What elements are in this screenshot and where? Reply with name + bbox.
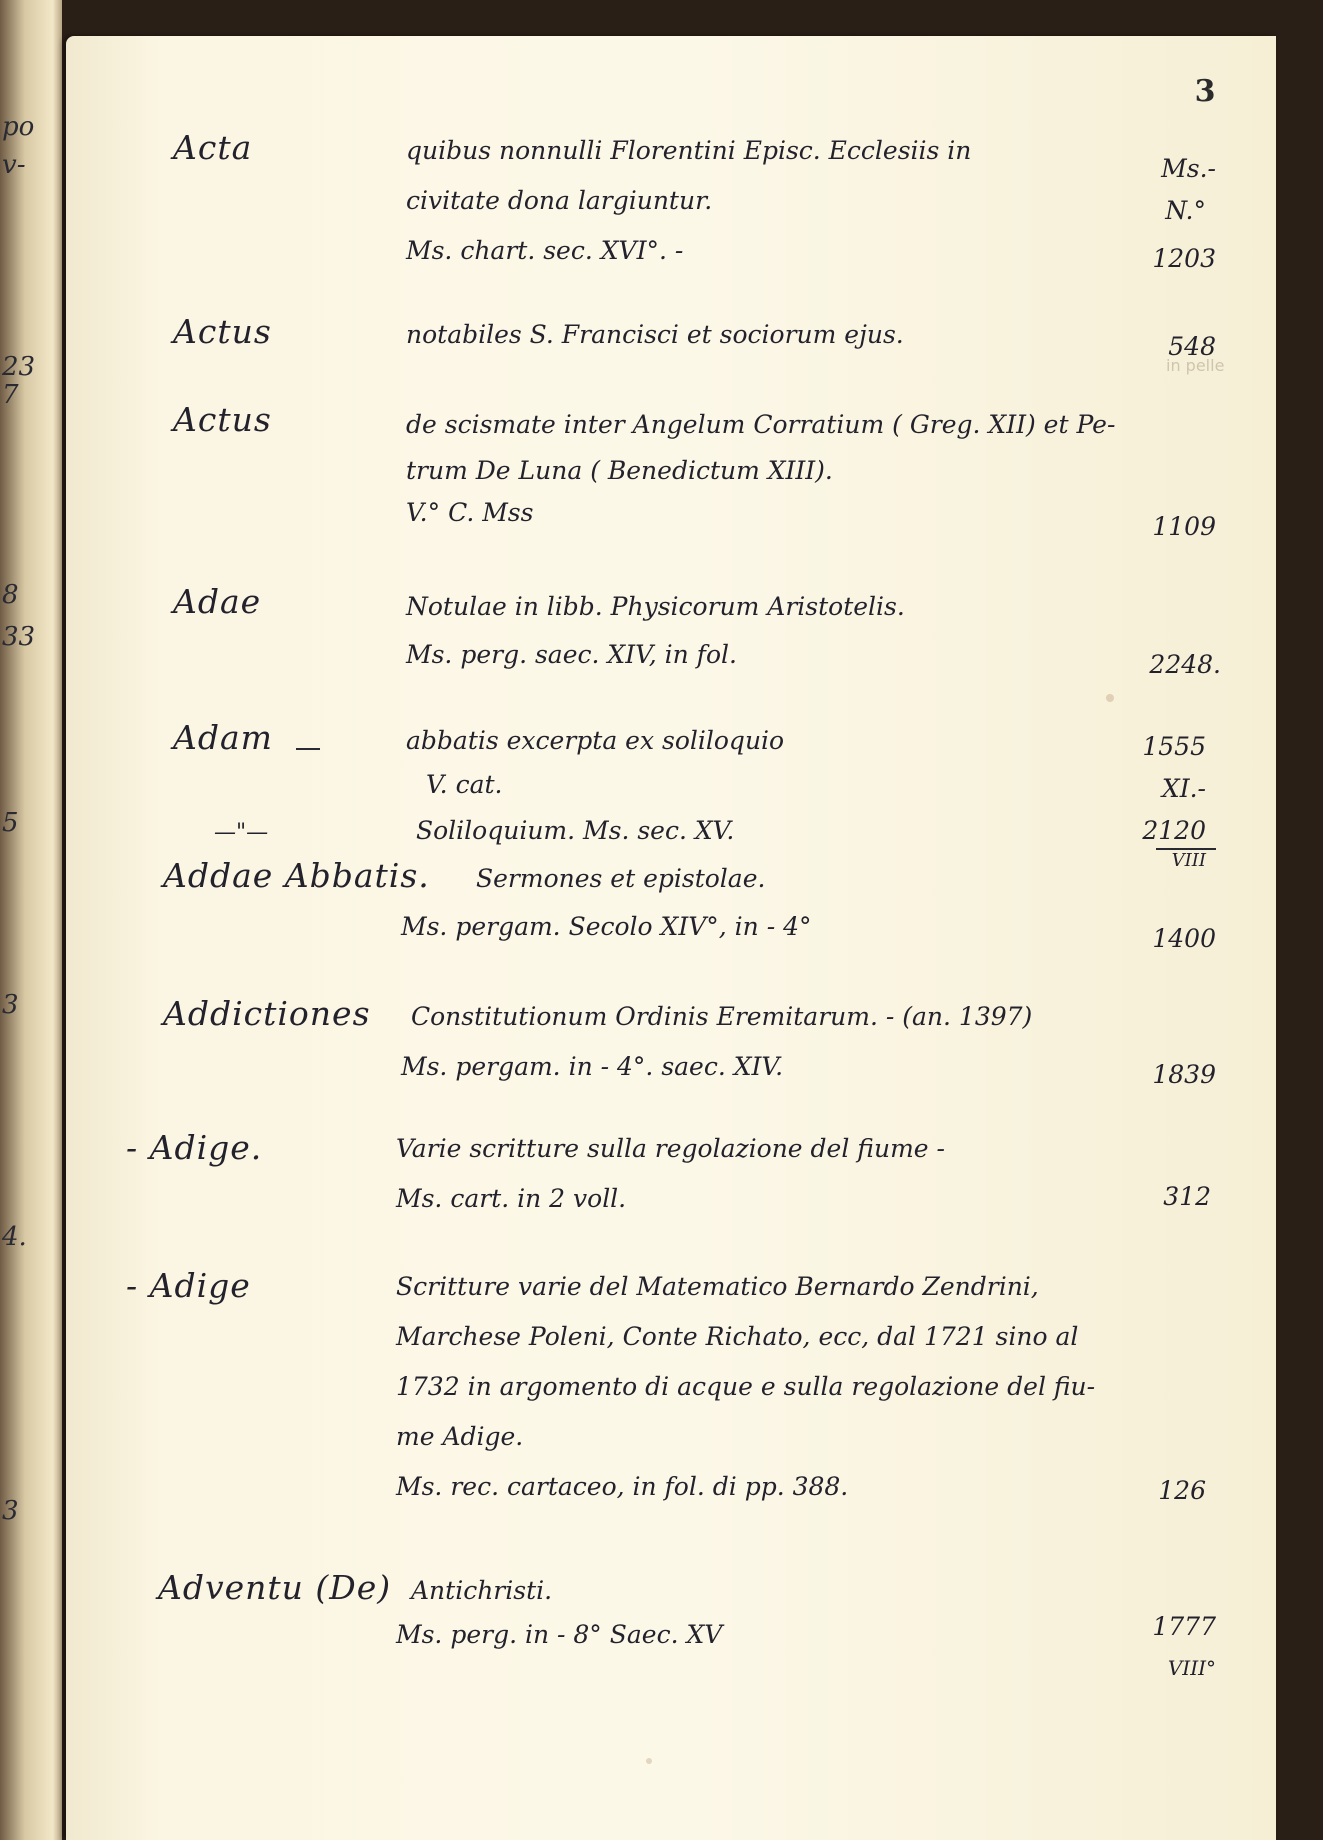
entry-heading: - Adige — [126, 1266, 251, 1305]
entry-line: trum De Luna ( Benedictum XIII). — [406, 456, 833, 485]
entry-line: Ms. pergam. in - 4°. saec. XIV. — [401, 1052, 784, 1081]
entry-line: Ms. perg. saec. XIV, in fol. — [406, 640, 737, 669]
ditto-mark: —"— — [214, 820, 269, 845]
entry-heading: Actus — [173, 312, 272, 351]
manuscript-number: 126 — [1158, 1476, 1206, 1505]
manuscript-number: 2248. — [1149, 650, 1221, 679]
entry-line: Ms. perg. in - 8° Saec. XV — [396, 1620, 723, 1649]
entry-heading: Addictiones — [163, 994, 371, 1033]
entry-line: Sermones et epistolae. — [476, 864, 766, 893]
catalog-page — [66, 36, 1276, 1840]
entry-line: quibus nonnulli Florentini Episc. Ecclesiis in — [406, 136, 972, 165]
entry-line: Ms. rec. cartaceo, in fol. di pp. 388. — [396, 1472, 849, 1501]
manuscript-number: 312 — [1163, 1182, 1211, 1211]
margin-note: 8 — [2, 580, 19, 610]
margin-note: 5 — [2, 808, 19, 838]
entry-line: Antichristi. — [411, 1576, 553, 1605]
manuscript-number: 1400 — [1152, 924, 1216, 953]
page-number: 3 — [1194, 74, 1216, 109]
shelf-label: XI.- — [1161, 774, 1206, 803]
manuscript-number: 1839 — [1152, 1060, 1216, 1089]
margin-note: 7 — [2, 380, 19, 410]
entry-line: de scismate inter Angelum Corratium ( Greg. XII) et Pe- — [406, 410, 1116, 439]
adjacent-page-edge — [0, 0, 62, 1840]
margin-note: 4. — [2, 1222, 27, 1252]
shelf-label: N.° — [1165, 196, 1206, 225]
entry-line: Marchese Poleni, Conte Richato, ecc, dal 1721 sino al — [396, 1322, 1079, 1351]
entry-heading: Acta — [173, 128, 253, 167]
manuscript-number: 1203 — [1152, 244, 1216, 273]
margin-note: v- — [2, 150, 26, 180]
entry-line: Ms. pergam. Secolo XIV°, in - 4° — [401, 912, 812, 941]
entry-heading: Adae — [173, 582, 262, 621]
entry-line: Notulae in libb. Physicorum Aristotelis. — [406, 592, 905, 621]
entry-heading: Actus — [173, 400, 272, 439]
heading-underline — [296, 748, 320, 750]
entry-heading: Adventu (De) — [158, 1568, 392, 1607]
entry-line: Ms. cart. in 2 voll. — [396, 1184, 627, 1213]
ink-spot — [646, 1758, 652, 1764]
margin-note: po — [2, 112, 35, 142]
entry-line: me Adige. — [396, 1422, 524, 1451]
shelf-label: VIII — [1171, 850, 1206, 871]
entry-line: Soliloquium. Ms. sec. XV. — [416, 816, 735, 845]
entry-line: V. cat. — [426, 770, 503, 799]
ink-spot — [1106, 694, 1114, 702]
margin-note: 3 — [2, 990, 19, 1020]
entry-line: Constitutionum Ordinis Eremitarum. - (an. 1397) — [411, 1002, 1033, 1031]
entry-heading: - Adige. — [126, 1128, 263, 1167]
entry-heading: Adam — [173, 718, 273, 757]
manuscript-number: 548 — [1168, 332, 1216, 361]
entry-line: abbatis excerpta ex soliloquio — [406, 726, 785, 755]
entry-heading: Addae Abbatis. — [163, 856, 430, 895]
entry-line: 1732 in argomento di acque e sulla regolazione del fiu- — [396, 1372, 1096, 1401]
manuscript-number: 1777 — [1152, 1612, 1216, 1641]
shelf-label: VIII° — [1167, 1656, 1216, 1680]
margin-note: 3 — [2, 1496, 19, 1526]
entry-line: Scritture varie del Matematico Bernardo Zendrini, — [396, 1272, 1039, 1301]
margin-note: 33 — [2, 622, 36, 652]
entry-line: V.° C. Mss — [406, 498, 534, 527]
entry-line: Ms. chart. sec. XVI°. - — [406, 236, 684, 265]
shelf-label: Ms.- — [1161, 154, 1216, 183]
manuscript-number: 1109 — [1152, 512, 1216, 541]
entry-line: civitate dona largiuntur. — [406, 186, 713, 215]
manuscript-number: 2120 — [1142, 816, 1206, 845]
margin-note: 23 — [2, 352, 36, 382]
faint-pencil-note: in pelle — [1166, 356, 1225, 375]
manuscript-number: 1555 — [1142, 732, 1206, 761]
entry-line: notabiles S. Francisci et sociorum ejus. — [406, 320, 904, 349]
entry-line: Varie scritture sulla regolazione del fiume - — [396, 1134, 945, 1163]
